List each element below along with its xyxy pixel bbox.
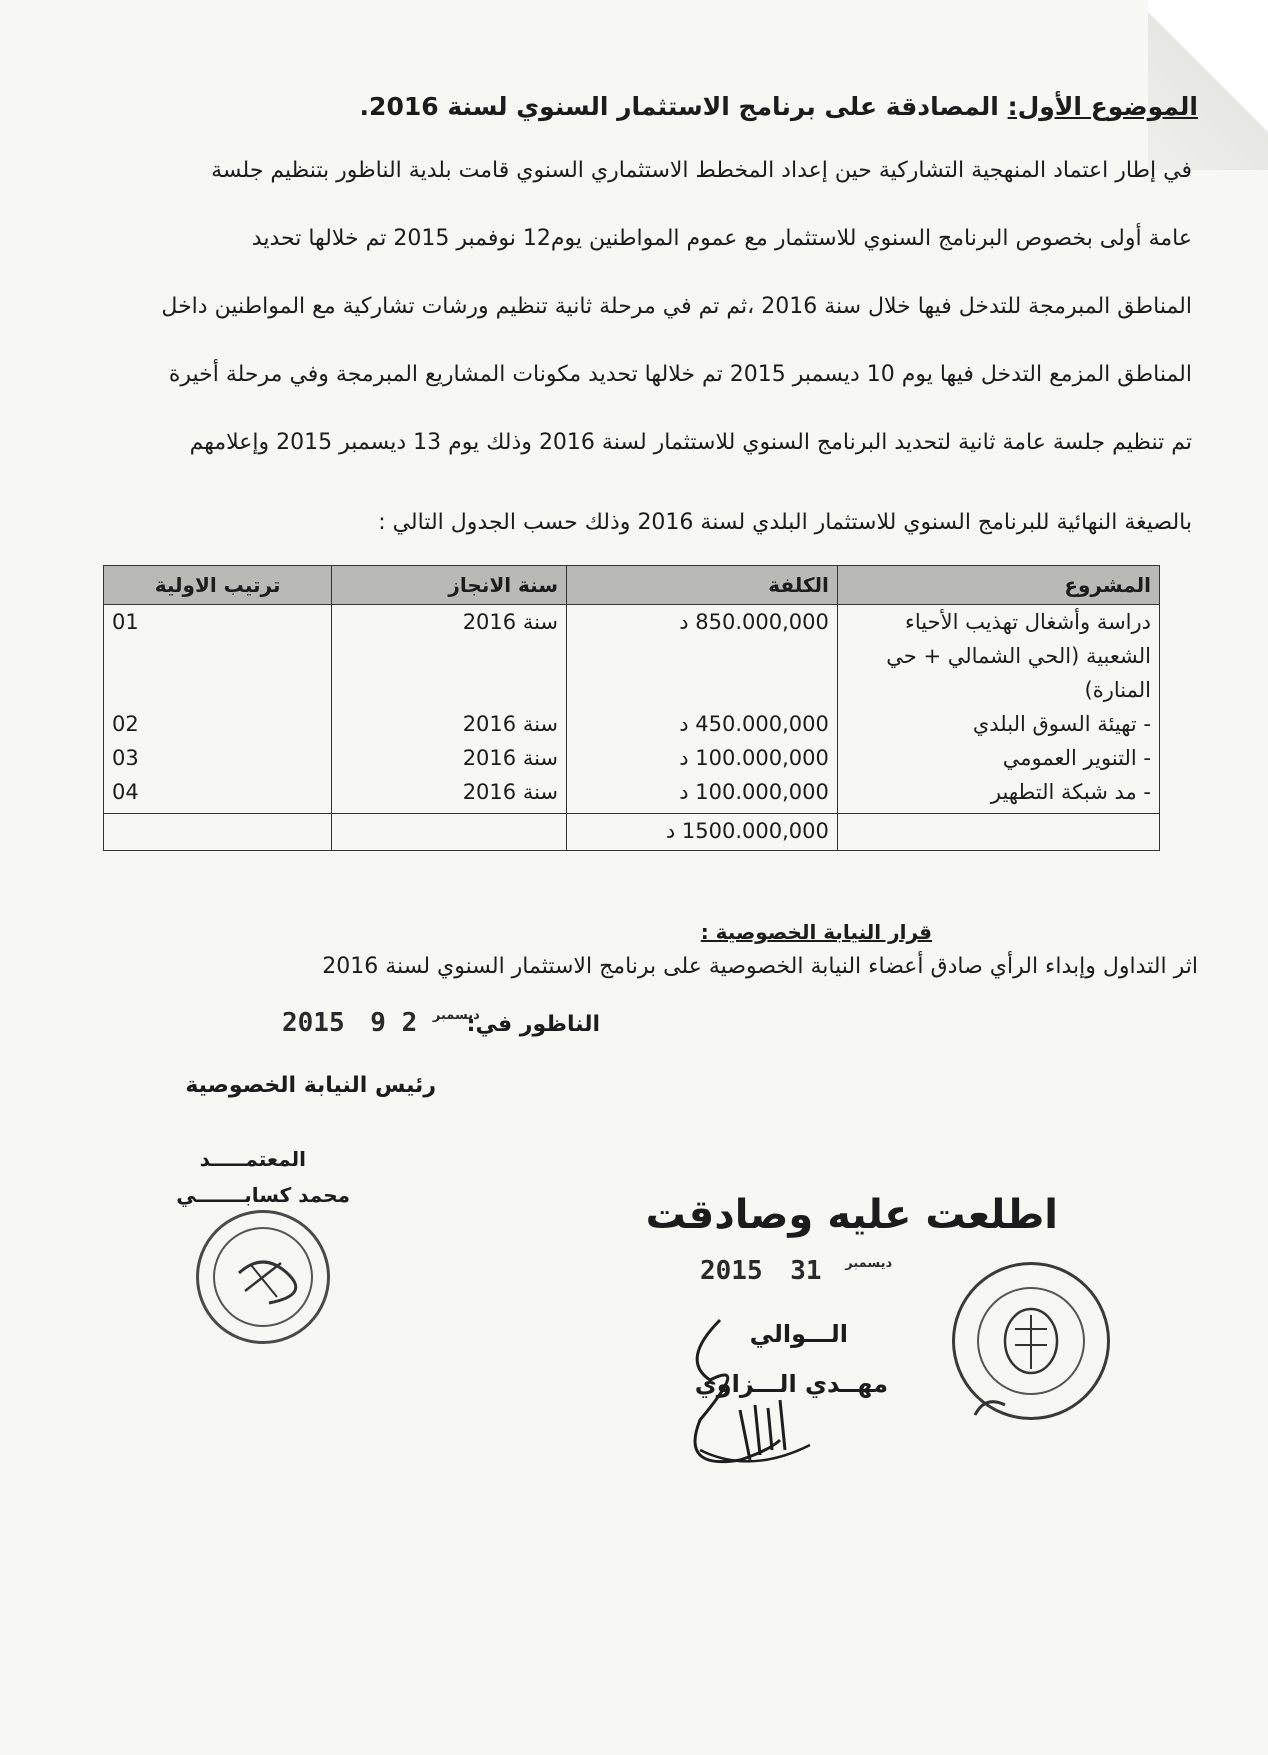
stamp-month: ديسمبر (432, 1008, 480, 1023)
folded-corner (1148, 0, 1268, 170)
project-text: دراسة وأشغال تهذيب الأحياء (905, 610, 1151, 634)
year-value: سنة 2016 (462, 746, 559, 770)
year-value: سنة 2016 (462, 712, 559, 736)
seal-emblem (199, 1213, 327, 1341)
cost-value: 850.000,000 د (679, 610, 829, 634)
header-rank: ترتيب الاولية (104, 566, 332, 605)
decision-heading: قرار النيابة الخصوصية : (700, 920, 932, 944)
handwritten-signature (660, 1300, 840, 1480)
decision-text: اثر التداول وإبداء الرأي صادق أعضاء النيابة الخصوصية على برنامج الاستثمار السنوي لسنة 2016 (322, 954, 1198, 979)
title-rest: المصادقة على برنامج الاستثمار السنوي لسنة 2016. (359, 92, 999, 121)
approval-heading: اطلعت عليه وصادقت (645, 1192, 1058, 1238)
investment-program-table (103, 565, 1160, 851)
stamp-day: 2 9 (370, 1008, 418, 1038)
paragraph-line: بالصيغة النهائية للبرنامج السنوي للاستثمار البلدي لسنة 2016 وذلك حسب الجدول التالي : (378, 510, 1192, 535)
project-text: - تهيئة السوق البلدي (972, 712, 1151, 736)
project-cell (837, 605, 1159, 814)
approval-name: مهــدي الـــزاوي (694, 1370, 888, 1398)
table-row (104, 605, 1160, 814)
rank-value: 01 (112, 610, 139, 634)
rank-value: 04 (112, 780, 139, 804)
approval-date-stamp (700, 1256, 900, 1286)
document-title (360, 92, 1198, 121)
left-official-seal (196, 1210, 330, 1344)
cost-cell (567, 605, 838, 814)
paragraph-line: المناطق المبرمجة للتدخل فيها خلال سنة 2016 ،ثم تم في مرحلة ثانية تنظيم ورشات تشاركية مع المواطنين داخل (161, 294, 1192, 319)
table-total-row (104, 814, 1160, 851)
cost-value: 100.000,000 د (679, 780, 829, 804)
approval-date-day: 31 (790, 1256, 822, 1286)
paragraph-line: المناطق المزمع التدخل فيها يوم 10 ديسمبر 2015 تم خلالها تحديد مكونات المشاريع المبرمجة وفي مرحلة أخيرة (168, 362, 1192, 387)
paragraph-line: في إطار اعتماد المنهجية التشاركية حين إعداد المخطط الاستثماري السنوي قامت بلدية الناظور بتنظيم جلسة (211, 158, 1192, 183)
approval-date-year: 2015 (700, 1256, 763, 1286)
project-text: المنارة) (1084, 678, 1151, 702)
place-date-label: الناظور في: (466, 1012, 600, 1037)
project-text: - مد شبكة التطهير (990, 780, 1151, 804)
year-value: سنة 2016 (462, 610, 559, 634)
project-text: الشعبية (الحي الشمالي + حي (886, 644, 1151, 668)
header-cost: الكلفة (567, 566, 838, 605)
year-cell (332, 605, 567, 814)
approval-role: الـــوالي (749, 1320, 848, 1348)
table-header-row (104, 566, 1160, 605)
right-official-seal (952, 1262, 1110, 1420)
rank-value: 03 (112, 746, 139, 770)
title-subject: الموضوع الأول: (1007, 92, 1198, 121)
stamp-year: 2015 (282, 1008, 345, 1038)
total-cost: 1500.000,000 د (567, 814, 838, 851)
paragraph-line: عامة أولى بخصوص البرنامج السنوي للاستثمار مع عموم المواطنين يوم12 نوفمبر 2015 تم خلالها تحديد (251, 226, 1192, 251)
cost-value: 100.000,000 د (679, 746, 829, 770)
approval-date-month: ديسمبر (845, 1256, 893, 1271)
rank-value: 02 (112, 712, 139, 736)
rank-cell (104, 605, 332, 814)
left-signatory-role: رئيس النيابة الخصوصية (185, 1073, 436, 1098)
project-text: - التنوير العمومي (1002, 746, 1151, 770)
paragraph-line: تم تنظيم جلسة عامة ثانية لتحديد البرنامج السنوي للاستثمار لسنة 2016 وذلك يوم 13 ديسمبر 2015 وإعلامهم (189, 430, 1192, 455)
year-value: سنة 2016 (462, 780, 559, 804)
decision-date-stamp (282, 1008, 480, 1038)
header-year: سنة الانجاز (332, 566, 567, 605)
cost-value: 450.000,000 د (679, 712, 829, 736)
header-project: المشروع (837, 566, 1159, 605)
left-signatory-title: المعتمـــــد (199, 1147, 306, 1171)
left-signatory-name: محمد كسابـــــــي (176, 1183, 350, 1207)
seal-emblem (955, 1265, 1107, 1417)
